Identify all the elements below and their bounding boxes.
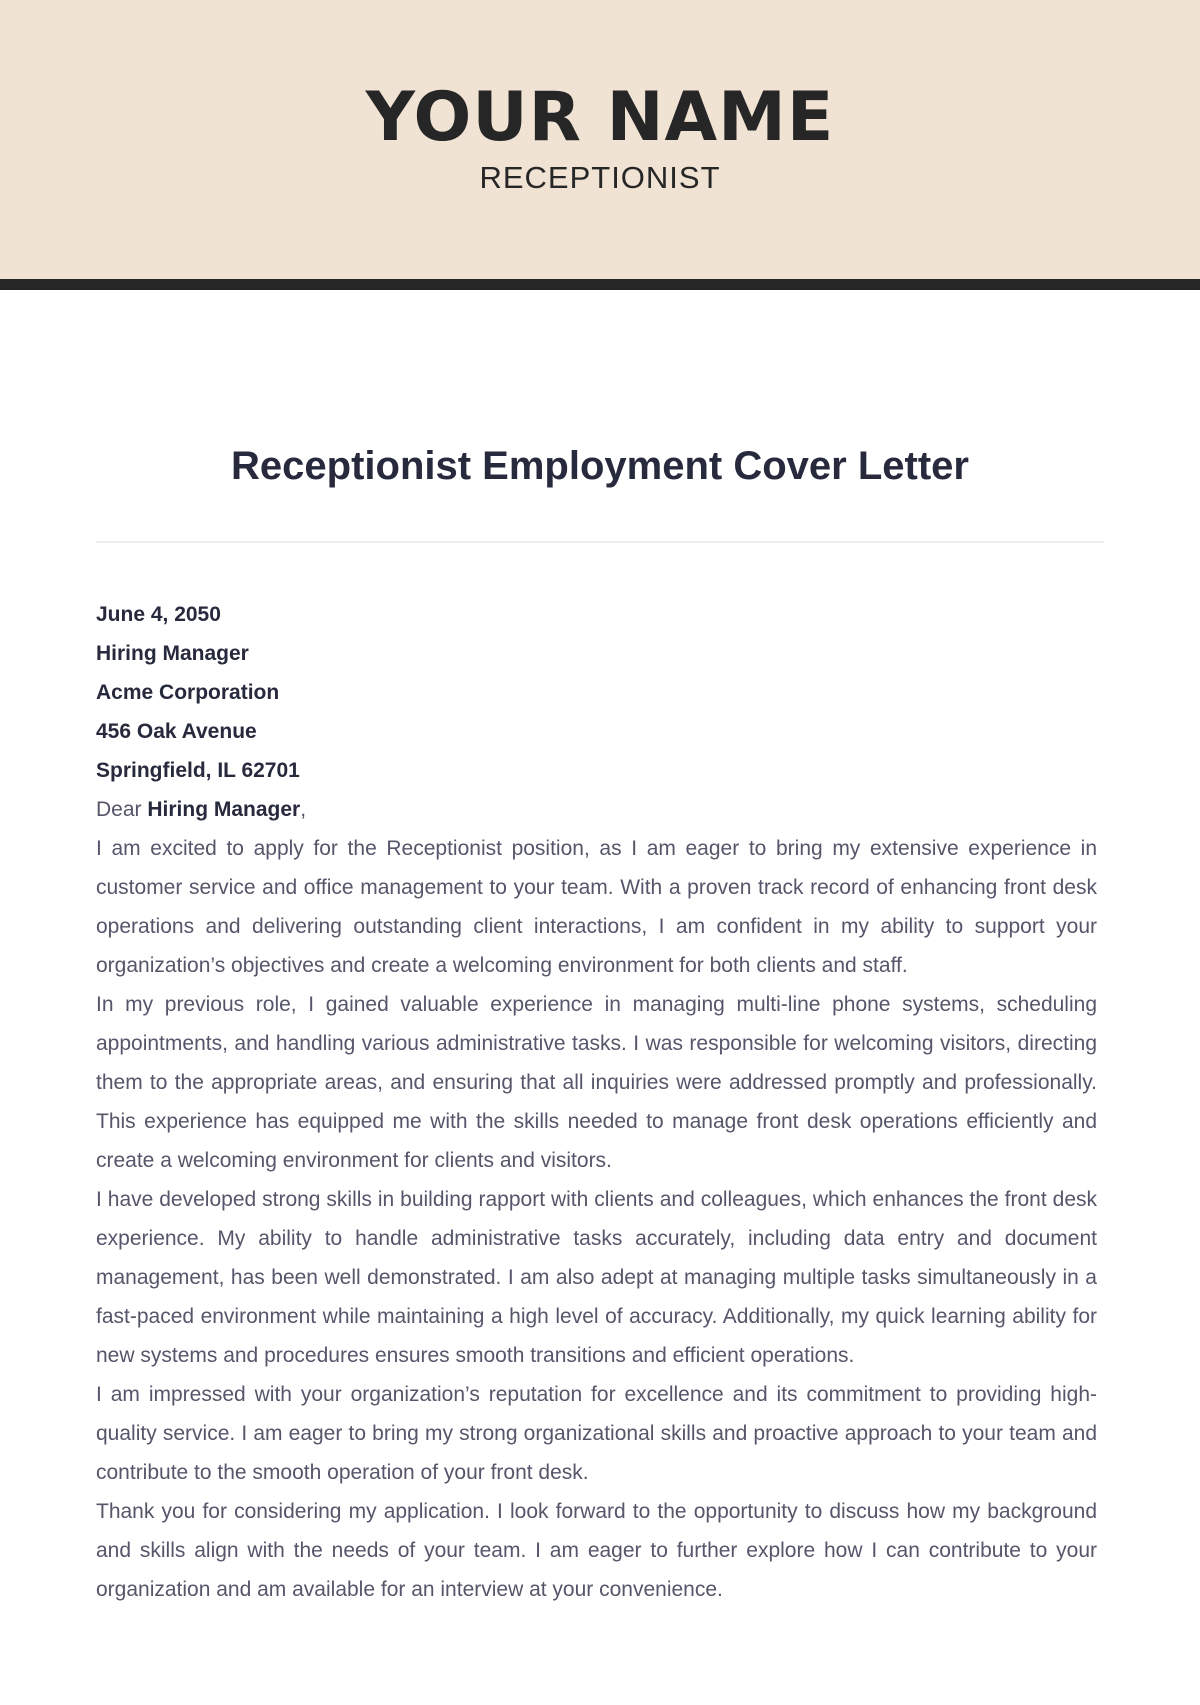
- salutation-prefix: Dear: [96, 798, 148, 821]
- header-band: [0, 0, 1200, 279]
- recipient-street: 456 Oak Avenue: [96, 720, 257, 743]
- paragraph: In my previous role, I gained valuable experience in managing multi-line phone systems, scheduling appointments, and handling various administrative tasks. I was responsible for welcoming visitors, directing them to the appropriate areas, and ensuring that all inquiries were addressed promptly and professionally. This experience has equipped me with the skills needed to manage front desk operations efficiently and create a welcoming environment for clients and visitors.: [96, 993, 1097, 1172]
- title-divider: [96, 541, 1104, 543]
- salutation: [96, 790, 1097, 829]
- recipient-company: Acme Corporation: [96, 681, 280, 704]
- applicant-role: RECEPTIONIST: [479, 160, 721, 195]
- recipient-contact: Hiring Manager: [96, 642, 249, 665]
- paragraph: I am impressed with your organization’s reputation for excellence and its commitment to providing high-quality service. I am eager to bring my strong organizational skills and proactive approach to your team and contribute to the smooth operation of your front desk.: [96, 1383, 1097, 1484]
- letter-date: June 4, 2050: [96, 603, 221, 626]
- paragraph: I have developed strong skills in building rapport with clients and colleagues, which enhances the front desk experience. My ability to handle administrative tasks accurately, including data entry and document management, has been well demonstrated. I am also adept at managing multiple tasks simultaneously in a fast-paced environment while maintaining a high level of accuracy. Additionally, my quick learning ability for new systems and procedures ensures smooth transitions and efficient operations.: [96, 1188, 1097, 1367]
- salutation-suffix: ,: [300, 798, 307, 821]
- paragraph: Thank you for considering my application. I look forward to the opportunity to discuss how my background and skills align with the needs of your team. I am eager to further explore how I can contribute to your organization and am available for an interview at your convenience.: [96, 1500, 1097, 1601]
- header-divider: [0, 279, 1200, 290]
- paragraph: I am excited to apply for the Receptionist position, as I am eager to bring my extensive experience in customer service and office management to your team. With a proven track record of enhancing front desk operations and delivering outstanding client interactions, I am confident in my ability to support your organization’s objectives and create a welcoming environment for both clients and staff.: [96, 837, 1097, 977]
- recipient-city: Springfield, IL 62701: [96, 759, 300, 782]
- document-title: Receptionist Employment Cover Letter: [231, 444, 969, 488]
- letter-body: [96, 595, 1097, 1705]
- applicant-name: YOUR NAME: [365, 78, 835, 157]
- salutation-name: Hiring Manager: [147, 798, 301, 821]
